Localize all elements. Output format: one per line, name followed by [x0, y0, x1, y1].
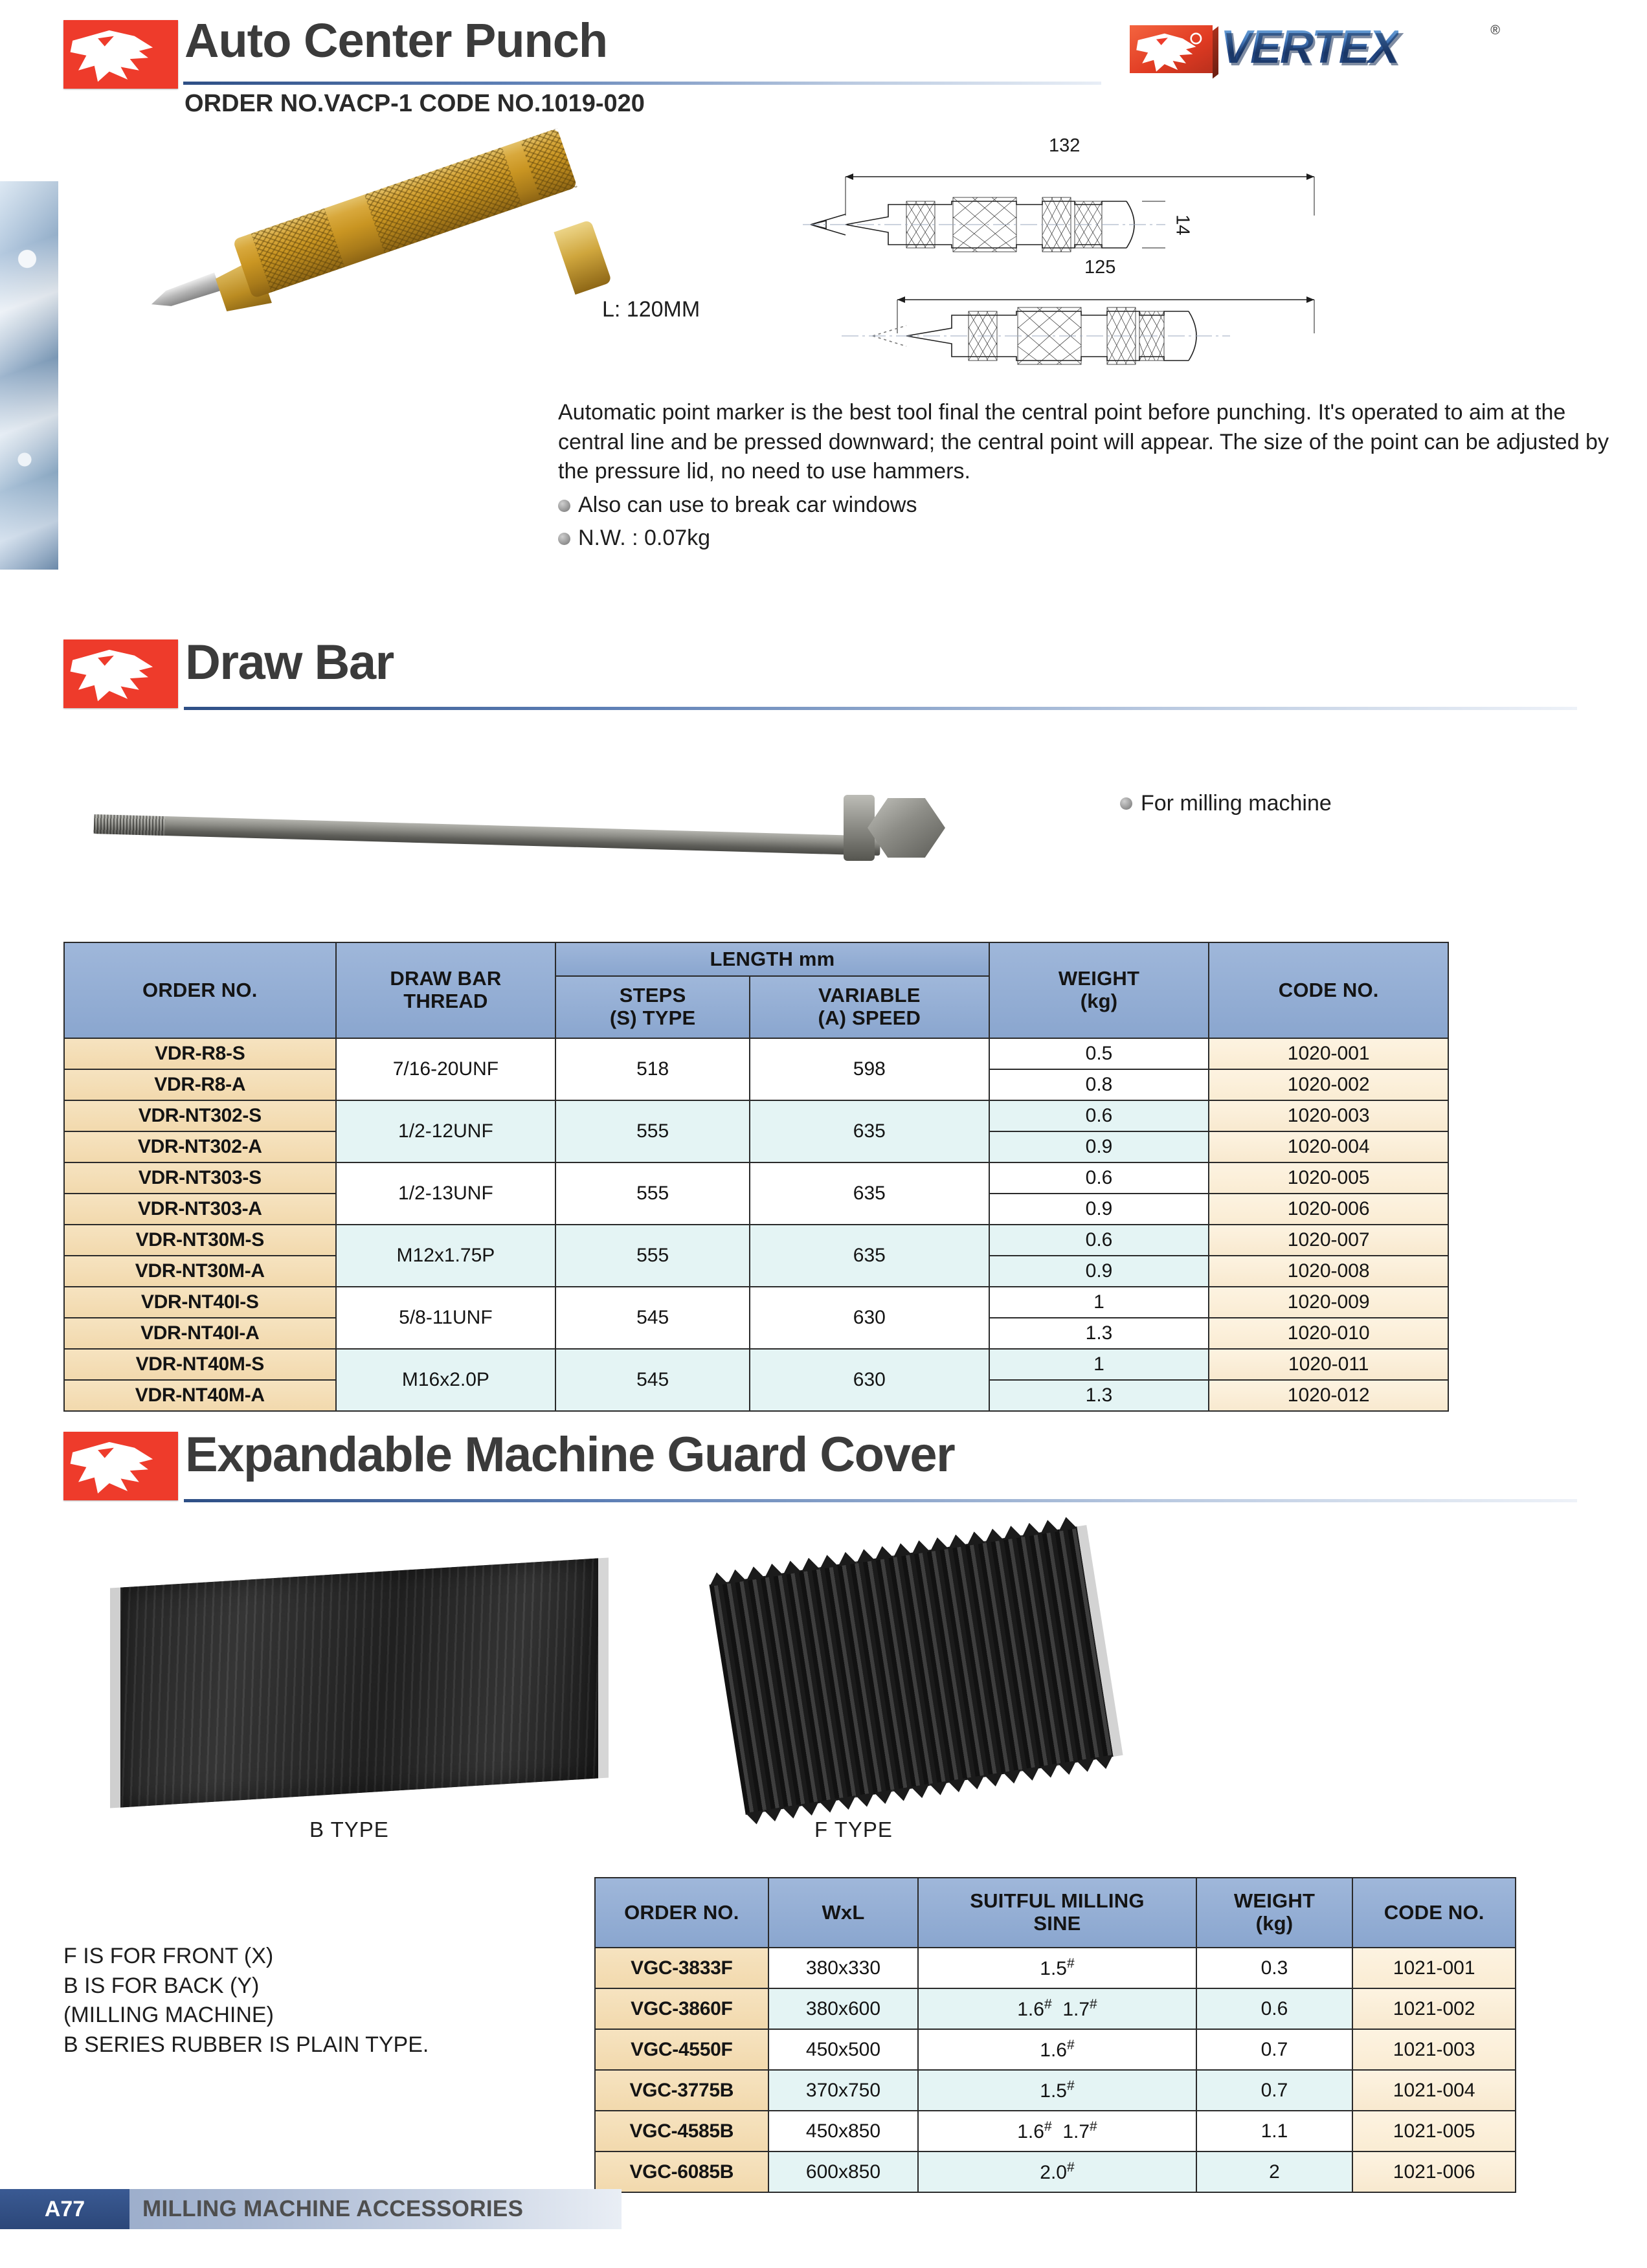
guard-cover-note-3: (MILLING MACHINE)	[63, 2003, 274, 2028]
guard-cover-b-type-photo	[110, 1557, 609, 1808]
cell-order-no: VDR-NT40I-S	[64, 1287, 336, 1318]
cell-order-no: VGC-4550F	[595, 2029, 768, 2070]
cell-order-no: VDR-NT30M-S	[64, 1225, 336, 1256]
cell-weight: 1	[989, 1287, 1209, 1318]
draw-bar-table	[63, 942, 1449, 1412]
cell-variable: 630	[750, 1349, 989, 1411]
cell-order-no: VDR-NT302-A	[64, 1131, 336, 1162]
guard-cover-note-4: B SERIES RUBBER IS PLAIN TYPE.	[63, 2032, 429, 2057]
cell-weight: 1.3	[989, 1380, 1209, 1411]
cell-weight: 0.6	[1196, 1988, 1353, 2029]
cell-thread: M16x2.0P	[336, 1349, 556, 1411]
footer-page-number: A77	[0, 2189, 129, 2229]
cell-code-no: 1021-001	[1352, 1948, 1516, 1988]
col-thread-line1: DRAW BAR	[390, 967, 502, 990]
vertex-brand	[1130, 21, 1499, 74]
knurl-band-main	[364, 147, 522, 253]
punch-body	[232, 128, 577, 298]
cell-order-no: VDR-NT302-S	[64, 1100, 336, 1131]
cell-order-no: VDR-NT30M-A	[64, 1256, 336, 1287]
cell-code-no: 1020-004	[1209, 1131, 1448, 1162]
col-weight-line1: WEIGHT	[1233, 1889, 1316, 1913]
cell-order-no: VGC-3833F	[595, 1948, 768, 1988]
cell-code-no: 1020-002	[1209, 1069, 1448, 1100]
col-weight-line2: (kg)	[1255, 1912, 1294, 1935]
table-row	[64, 1225, 1448, 1256]
col-code-no: CODE NO.	[1209, 942, 1448, 1038]
col-variable-line2: (A) SPEED	[818, 1006, 921, 1029]
cell-code-no: 1020-001	[1209, 1038, 1448, 1069]
table-row	[595, 1948, 1516, 1988]
dimension-label-125: 125	[1084, 257, 1116, 278]
col-thread	[336, 942, 556, 1038]
cell-steps: 518	[555, 1038, 750, 1100]
col-order-no: ORDER NO.	[64, 942, 336, 1038]
table-row	[64, 1349, 1448, 1380]
cell-weight: 0.7	[1196, 2029, 1353, 2070]
cell-variable: 635	[750, 1225, 989, 1287]
cell-order-no: VGC-4585B	[595, 2111, 768, 2151]
table-header-row	[64, 942, 1448, 976]
decorative-photo-strip	[0, 181, 60, 570]
col-sine-line1: SUITFUL MILLING	[970, 1889, 1145, 1913]
table-row	[595, 2111, 1516, 2151]
table-row	[595, 2151, 1516, 2192]
draw-bar-note-label: For milling machine	[1141, 791, 1332, 816]
cell-steps: 555	[555, 1162, 750, 1225]
cell-steps: 555	[555, 1100, 750, 1162]
eagle-logo-icon	[63, 20, 178, 89]
section-title-draw-bar: Draw Bar	[185, 635, 394, 690]
cell-code-no: 1020-005	[1209, 1162, 1448, 1194]
col-steps-line2: (S) TYPE	[609, 1006, 696, 1029]
cell-code-no: 1021-003	[1352, 2029, 1516, 2070]
cell-weight: 2	[1196, 2151, 1353, 2192]
cell-variable: 635	[750, 1162, 989, 1225]
cell-weight: 0.6	[989, 1225, 1209, 1256]
cell-sine: 1.6#	[918, 2029, 1196, 2070]
cell-order-no: VDR-NT303-A	[64, 1194, 336, 1225]
draw-bar-table-body	[64, 1038, 1448, 1411]
cell-code-no: 1021-005	[1352, 2111, 1516, 2151]
section-title-guard-cover: Expandable Machine Guard Cover	[185, 1427, 955, 1482]
cell-weight: 0.5	[989, 1038, 1209, 1069]
punch-description-block	[558, 398, 1613, 553]
cell-code-no: 1021-002	[1352, 1988, 1516, 2029]
cell-weight: 0.9	[989, 1256, 1209, 1287]
punch-pressure-lid	[554, 219, 612, 295]
cell-order-no: VDR-NT40M-A	[64, 1380, 336, 1411]
col-order-no: ORDER NO.	[595, 1878, 768, 1948]
cell-order-no: VDR-NT40I-A	[64, 1318, 336, 1349]
cell-code-no: 1020-003	[1209, 1100, 1448, 1131]
eagle-logo-icon	[63, 639, 178, 708]
col-wxl: WxL	[768, 1878, 919, 1948]
cell-weight: 0.8	[989, 1069, 1209, 1100]
col-weight	[1196, 1878, 1353, 1948]
cell-wxl: 380x330	[768, 1948, 919, 1988]
registered-trademark-icon: ®	[1490, 23, 1500, 38]
guard-cover-note-1: F IS FOR FRONT (X)	[63, 1944, 274, 1968]
col-length-group: LENGTH mm	[555, 942, 989, 976]
guard-cover-table-body	[595, 1948, 1516, 2192]
col-code-no: CODE NO.	[1352, 1878, 1516, 1948]
table-row	[595, 2070, 1516, 2111]
cell-weight: 0.7	[1196, 2070, 1353, 2111]
punch-bullet-2-label: N.W. : 0.07kg	[578, 526, 711, 551]
cell-order-no: VDR-NT303-S	[64, 1162, 336, 1194]
cell-variable: 630	[750, 1287, 989, 1349]
cell-steps: 545	[555, 1287, 750, 1349]
table-row	[595, 1988, 1516, 2029]
bullet-dot-icon	[1120, 797, 1132, 810]
draw-bar-photo	[94, 783, 994, 861]
eagle-logo-icon	[63, 1432, 178, 1500]
table-row	[64, 1100, 1448, 1131]
cell-order-no: VDR-NT40M-S	[64, 1349, 336, 1380]
cell-code-no: 1021-006	[1352, 2151, 1516, 2192]
table-header-row	[595, 1878, 1516, 1948]
bullet-dot-icon	[558, 533, 570, 545]
col-steps-line1: STEPS	[619, 984, 686, 1007]
guard-cover-table	[594, 1877, 1516, 2193]
cell-order-no: VGC-3860F	[595, 1988, 768, 2029]
punch-bullet-1-label: Also can use to break car windows	[578, 492, 917, 517]
cell-thread: M12x1.75P	[336, 1225, 556, 1287]
section-rule	[184, 1499, 1577, 1502]
punch-tip	[148, 272, 221, 314]
cell-code-no: 1021-004	[1352, 2070, 1516, 2111]
page-footer	[0, 2189, 622, 2229]
cell-thread: 7/16-20UNF	[336, 1038, 556, 1100]
order-code-subtitle: ORDER NO.VACP-1 CODE NO.1019-020	[185, 90, 645, 117]
cell-sine: 2.0#	[918, 2151, 1196, 2192]
cell-order-no: VGC-3775B	[595, 2070, 768, 2111]
cell-wxl: 600x850	[768, 2151, 919, 2192]
cell-variable: 598	[750, 1038, 989, 1100]
cell-code-no: 1020-006	[1209, 1194, 1448, 1225]
col-weight	[989, 942, 1209, 1038]
punch-description-text: Automatic point marker is the best tool final the central point before punching. It's operated to aim at the central line and be pressed downward; the central point will appear. The size of the point can be adjusted by the pressure lid, no need to use hammers.	[558, 400, 1609, 484]
cell-steps: 545	[555, 1349, 750, 1411]
table-row	[64, 1038, 1448, 1069]
cell-thread: 5/8-11UNF	[336, 1287, 556, 1349]
table-row	[64, 1162, 1448, 1194]
footer-section-label: MILLING MACHINE ACCESSORIES	[142, 2196, 524, 2221]
cell-wxl: 380x600	[768, 1988, 919, 2029]
cell-code-no: 1020-012	[1209, 1380, 1448, 1411]
cell-weight: 0.6	[989, 1100, 1209, 1131]
cell-order-no: VGC-6085B	[595, 2151, 768, 2192]
punch-bullet-2	[558, 524, 1613, 553]
dimension-label-132: 132	[1049, 135, 1081, 156]
punch-bullet-1	[558, 491, 1613, 520]
cell-weight: 0.9	[989, 1131, 1209, 1162]
cell-wxl: 370x750	[768, 2070, 919, 2111]
knurl-band-front	[251, 208, 345, 293]
cell-thread: 1/2-13UNF	[336, 1162, 556, 1225]
cell-steps: 555	[555, 1225, 750, 1287]
cell-sine: 1.5#	[918, 1948, 1196, 1988]
cell-sine: 1.6# 1.7#	[918, 2111, 1196, 2151]
guard-cover-table-head	[595, 1878, 1516, 1948]
cell-weight: 0.3	[1196, 1948, 1353, 1988]
punch-length-spec: L: 120MM	[602, 297, 700, 322]
guard-cover-f-type-photo	[709, 1525, 1123, 1815]
cell-code-no: 1020-011	[1209, 1349, 1448, 1380]
cell-thread: 1/2-12UNF	[336, 1100, 556, 1162]
cell-wxl: 450x850	[768, 2111, 919, 2151]
cell-sine: 1.6# 1.7#	[918, 1988, 1196, 2029]
cell-order-no: VDR-R8-S	[64, 1038, 336, 1069]
col-weight-line2: (kg)	[1080, 990, 1118, 1012]
cell-code-no: 1020-010	[1209, 1318, 1448, 1349]
vertex-eagle-icon	[1130, 25, 1213, 73]
table-row	[595, 2029, 1516, 2070]
cell-code-no: 1020-008	[1209, 1256, 1448, 1287]
col-weight-line1: WEIGHT	[1058, 967, 1140, 990]
draw-bar-shaft	[94, 814, 880, 856]
cell-sine: 1.5#	[918, 2070, 1196, 2111]
label-b-type: B TYPE	[309, 1818, 389, 1841]
col-variable	[750, 976, 989, 1038]
label-f-type: F TYPE	[814, 1818, 893, 1841]
col-thread-line2: THREAD	[403, 990, 488, 1012]
knurl-band-rear	[521, 128, 577, 199]
vertex-wordmark: VERTEX	[1220, 21, 1398, 73]
cell-weight: 1	[989, 1349, 1209, 1380]
cell-code-no: 1020-009	[1209, 1287, 1448, 1318]
cell-order-no: VDR-R8-A	[64, 1069, 336, 1100]
col-sine-line2: SINE	[1033, 1912, 1081, 1935]
cell-variable: 635	[750, 1100, 989, 1162]
draw-bar-note	[1120, 791, 1332, 816]
col-steps	[555, 976, 750, 1038]
dimension-label-14: 14	[1172, 214, 1193, 236]
header-rule	[183, 82, 1101, 85]
cell-weight: 1.3	[989, 1318, 1209, 1349]
punch-technical-drawing	[803, 135, 1372, 385]
col-sine	[918, 1878, 1196, 1948]
guard-cover-note-2: B IS FOR BACK (Y)	[63, 1973, 260, 1998]
cell-weight: 1.1	[1196, 2111, 1353, 2151]
cell-wxl: 450x500	[768, 2029, 919, 2070]
draw-bar-table-head	[64, 942, 1448, 1038]
cell-code-no: 1020-007	[1209, 1225, 1448, 1256]
cell-weight: 0.6	[989, 1162, 1209, 1194]
guard-cover-notes	[63, 1942, 429, 2060]
bullet-dot-icon	[558, 500, 570, 512]
table-row	[64, 1287, 1448, 1318]
cell-weight: 0.9	[989, 1194, 1209, 1225]
col-variable-line1: VARIABLE	[818, 984, 921, 1007]
page-title: Auto Center Punch	[185, 14, 608, 67]
auto-center-punch-photo	[84, 162, 654, 388]
section-rule	[184, 707, 1577, 710]
